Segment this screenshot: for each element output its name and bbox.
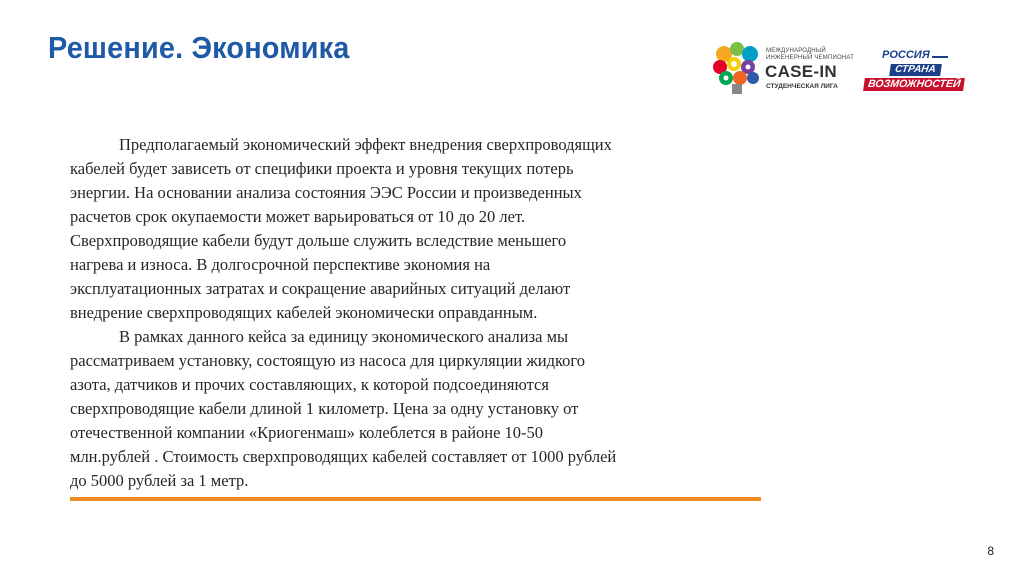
body-text — [70, 133, 750, 493]
text-line: Предполагаемый экономический эффект внедрения сверхпроводящих — [119, 135, 612, 154]
orange-divider — [70, 497, 761, 501]
text-line: эксплуатационных затратах и сокращение аварийных ситуаций делают — [70, 279, 571, 298]
text-line: Сверхпроводящие кабели будут дольше служить вследствие меньшего — [70, 231, 567, 250]
text-line: энергии. На основании анализа состояния ЭЭС России и произведенных — [70, 183, 582, 202]
text-line: млн.рублей . Стоимость сверхпроводящих кабелей составляет от 1000 рублей — [70, 447, 617, 466]
case-in-logo — [710, 40, 854, 96]
text-line: до 5000 рублей за 1 метр. — [70, 471, 249, 490]
text-line: кабелей будет зависеть от специфики проекта и уровня текущих потерь — [70, 159, 574, 178]
casein-line2: ИНЖЕНЕРНЫЙ ЧЕМПИОНАТ — [766, 55, 854, 61]
text-line: отечественной компании «Криогенмаш» колеблется в районе 10-50 — [70, 423, 544, 442]
casein-line1: МЕЖДУНАРОДНЫЙ — [766, 48, 826, 54]
text-line: нагрева и износа. В долгосрочной перспективе экономия на — [70, 255, 491, 274]
page-number: 8 — [987, 544, 994, 558]
russia-logo-line3: ВОЗМОЖНОСТЕЙ — [863, 78, 965, 91]
text-line: внедрение сверхпроводящих кабелей экономически оправданным. — [70, 303, 538, 322]
text-line: В рамках данного кейса за единицу экономического анализа мы — [119, 327, 569, 346]
brain-gears-icon — [710, 40, 764, 96]
casein-name: CASE-IN — [765, 62, 837, 81]
text-line: расчетов срок окупаемости может варьироваться от 10 до 20 лет. — [70, 207, 526, 226]
text-line: азота, датчиков и прочих составляющих, к которой подсоединяются — [70, 375, 549, 394]
russia-logo-line1: РОССИЯ — [882, 49, 930, 61]
text-line: сверхпроводящие кабели длиной 1 километр. Цена за одну установку от — [70, 399, 579, 418]
slide-title: Решение. Экономика — [48, 30, 350, 65]
russia-logo-line2: СТРАНА — [889, 64, 941, 76]
russia-land-of-opportunity-logo — [862, 47, 972, 93]
casein-subtitle: СТУДЕНЧЕСКАЯ ЛИГА — [766, 83, 838, 90]
text-line: рассматриваем установку, состоящую из насоса для циркуляции жидкого — [70, 351, 586, 370]
russia-logo-dash — [932, 56, 948, 58]
